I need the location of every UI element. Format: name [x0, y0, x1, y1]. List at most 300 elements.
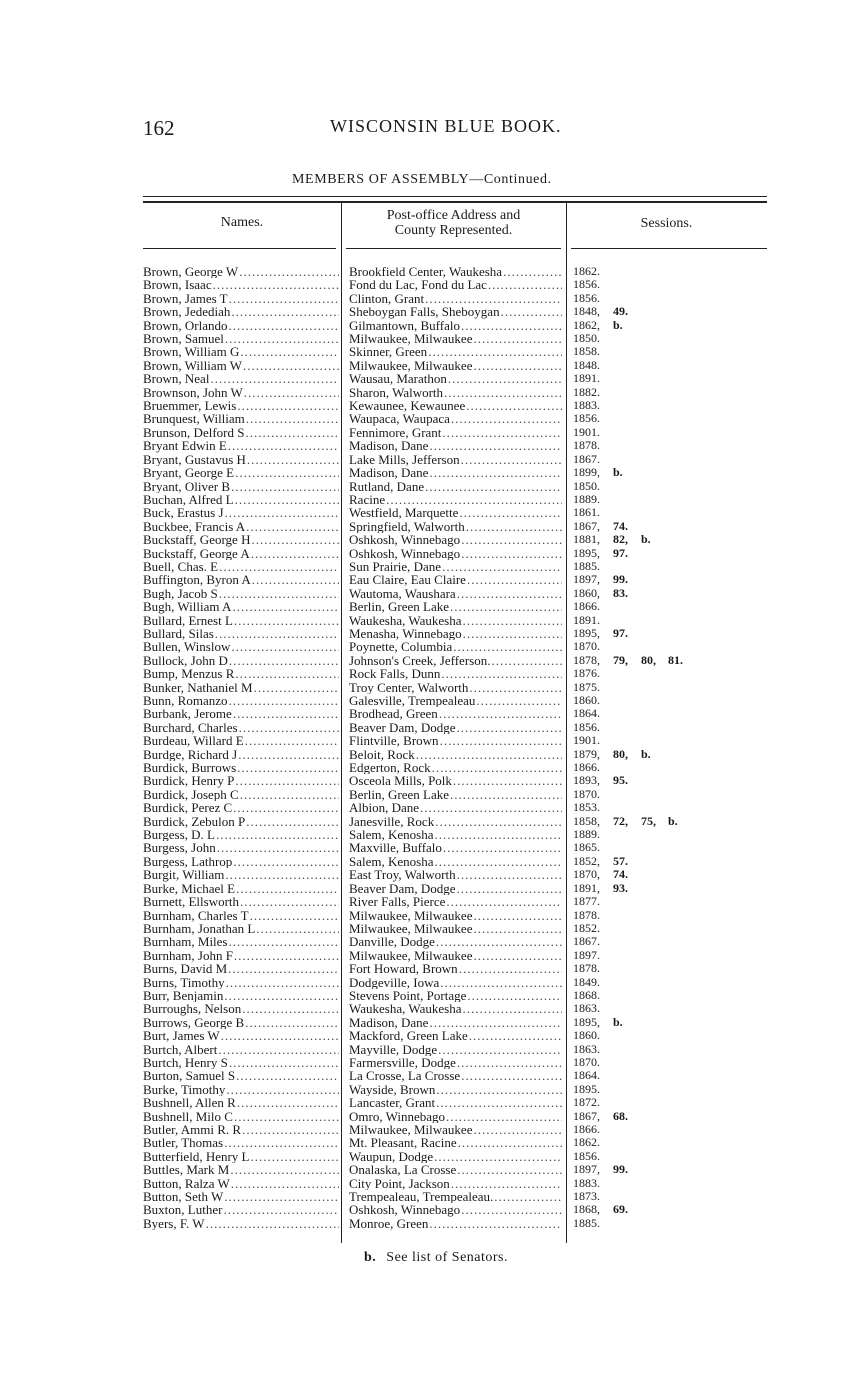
address-cell	[349, 734, 562, 747]
session-year: 95.	[613, 773, 628, 788]
session-year: 1858,	[573, 813, 600, 828]
leader-dots	[216, 828, 339, 841]
sessions-cell	[573, 520, 641, 533]
session-year: 1889.	[573, 827, 600, 842]
session-year: 99.	[613, 572, 628, 587]
member-name: Bryant Edwin E	[143, 439, 227, 453]
member-address: City Point, Jackson	[349, 1176, 450, 1191]
address-cell	[349, 949, 562, 962]
sessions-cell	[573, 868, 641, 881]
leader-dots	[229, 292, 339, 305]
address-cell	[349, 547, 562, 560]
member-name: Brown, Jedediah	[143, 305, 231, 319]
leader-dots	[235, 466, 339, 479]
session-year: b.	[613, 317, 623, 332]
session-year: 1883.	[573, 1175, 600, 1190]
member-address: Madison, Dane	[349, 1015, 429, 1030]
session-year: b.	[641, 746, 651, 761]
leader-dots	[416, 748, 562, 761]
leader-dots	[386, 493, 562, 506]
table-row	[0, 640, 859, 653]
sessions-cell	[573, 801, 613, 814]
sessions-cell	[573, 573, 641, 586]
member-name: Brown, William G	[143, 345, 240, 359]
member-name-cell	[143, 694, 339, 707]
member-address: Janesville, Rock	[349, 814, 435, 829]
address-cell	[349, 614, 562, 627]
member-name-cell	[143, 453, 339, 466]
member-name: Burgess, John	[143, 841, 216, 855]
sessions-cell	[573, 292, 613, 305]
member-name: Burchard, Charles	[143, 720, 238, 735]
session-year: 1891.	[573, 612, 600, 627]
address-cell	[349, 560, 562, 573]
address-cell	[349, 305, 562, 318]
address-cell	[349, 681, 562, 694]
member-name-cell	[143, 1203, 339, 1216]
member-address: Springfield, Walworth	[349, 519, 465, 534]
leader-dots	[448, 372, 562, 385]
sessions-cell	[573, 1163, 641, 1176]
member-name-cell	[143, 1069, 339, 1082]
member-name: Bryant, Oliver B	[143, 479, 231, 493]
member-name-cell	[143, 989, 339, 1002]
member-address: Galesville, Trempealeau	[349, 694, 476, 708]
sessions-cell	[573, 439, 613, 452]
leader-dots	[225, 506, 339, 519]
member-name-cell	[143, 640, 339, 653]
leader-dots	[221, 1029, 339, 1042]
member-address: Sheboygan Falls, Sheboygan	[349, 305, 500, 319]
member-name: Burnham, Jonathan L	[143, 921, 256, 936]
member-name-cell	[143, 506, 339, 519]
member-name-cell	[143, 493, 339, 506]
member-name: Butler, Ammi R. R	[143, 1123, 242, 1137]
session-year: 1879,	[573, 746, 600, 761]
header-bottom-rule	[571, 248, 767, 249]
session-year: 1870.	[573, 1054, 600, 1069]
sessions-cell	[573, 560, 613, 573]
member-address: Monroe, Green	[349, 1216, 429, 1231]
leader-dots	[503, 265, 562, 278]
sessions-cell	[573, 989, 613, 1002]
table-row	[0, 721, 859, 734]
table-row	[0, 1217, 859, 1230]
leader-dots	[224, 1190, 339, 1203]
leader-dots	[251, 547, 339, 560]
address-cell	[349, 278, 562, 291]
member-name: Bushnell, Milo C	[143, 1109, 233, 1123]
session-year: 1901.	[573, 424, 600, 439]
sessions-cell	[573, 399, 613, 412]
session-year: 74.	[613, 867, 628, 882]
member-name: Burke, Timothy	[143, 1082, 226, 1097]
member-name-cell	[143, 480, 339, 493]
leader-dots	[254, 681, 339, 694]
column-header-sessions: Sessions.	[640, 216, 693, 231]
table-row	[0, 1069, 859, 1082]
address-cell	[349, 1016, 562, 1029]
session-year: 1860.	[573, 693, 600, 707]
leader-dots	[252, 573, 339, 586]
address-cell	[349, 533, 562, 546]
leader-dots	[469, 681, 562, 694]
address-cell	[349, 345, 562, 358]
table-row	[0, 788, 859, 801]
member-address: Poynette, Columbia	[349, 640, 453, 654]
member-address: Clinton, Grant	[349, 291, 425, 306]
leader-dots	[473, 949, 562, 962]
address-cell	[349, 600, 562, 613]
member-address: Osceola Mills, Polk	[349, 774, 452, 788]
session-year: 1866.	[573, 1122, 600, 1136]
session-year: 1865.	[573, 840, 600, 855]
member-name: Burns, David M	[143, 962, 228, 976]
leader-dots	[457, 1163, 562, 1176]
sessions-cell	[573, 841, 613, 854]
address-cell	[349, 774, 562, 787]
session-year: 1856.	[573, 719, 600, 734]
leader-dots	[206, 1217, 339, 1230]
member-address: Trempealeau, Trempealeau.	[349, 1190, 494, 1204]
session-year: 1862.	[573, 264, 600, 278]
session-year: 1901.	[573, 733, 600, 748]
header-bottom-rule	[143, 248, 336, 249]
sessions-cell	[573, 976, 613, 989]
table-row	[0, 935, 859, 948]
address-cell	[349, 1002, 562, 1015]
sessions-cell	[573, 962, 613, 975]
leader-dots	[438, 1043, 562, 1056]
member-name: Burtch, Henry S	[143, 1055, 228, 1070]
address-cell	[349, 640, 562, 653]
leader-dots	[429, 439, 562, 452]
leader-dots	[459, 962, 562, 975]
member-name-cell	[143, 734, 339, 747]
session-year: 1863.	[573, 1041, 600, 1056]
member-address: Sun Prairie, Dane	[349, 559, 442, 574]
address-cell	[349, 1123, 562, 1136]
member-address: Milwaukee, Milwaukee	[349, 358, 473, 373]
address-cell	[349, 1150, 562, 1163]
leader-dots	[453, 640, 562, 653]
leader-dots	[224, 1136, 339, 1149]
sessions-cell	[573, 305, 641, 318]
member-address: Milwaukee, Milwaukee	[349, 908, 473, 922]
leader-dots	[235, 493, 339, 506]
leader-dots	[473, 909, 562, 922]
session-year: 1891.	[573, 371, 600, 386]
leader-dots	[473, 332, 562, 345]
leader-dots	[245, 734, 339, 747]
member-name: Byers, F. W	[143, 1216, 205, 1231]
member-name-cell	[143, 1163, 339, 1176]
session-year: 1893,	[573, 773, 600, 788]
table-row	[0, 439, 859, 452]
member-name-cell	[143, 1029, 339, 1042]
table-row	[0, 547, 859, 560]
member-name-cell	[143, 882, 339, 895]
member-name: Burke, Michael E	[143, 881, 236, 896]
session-year: 1870.	[573, 786, 600, 801]
session-year: b.	[641, 532, 651, 547]
leader-dots	[219, 560, 339, 573]
table-row	[0, 1163, 859, 1176]
member-name: Buxton, Luther	[143, 1203, 223, 1217]
session-year: 1876.	[573, 666, 600, 681]
leader-dots	[444, 386, 562, 399]
address-cell	[349, 707, 562, 720]
member-name: Burr, Benjamin	[143, 988, 224, 1003]
member-address: Milwaukee, Milwaukee	[349, 332, 473, 346]
table-row	[0, 1029, 859, 1042]
sessions-cell	[573, 426, 613, 439]
session-year: 1889.	[573, 491, 600, 506]
leader-dots	[226, 976, 339, 989]
leader-dots	[501, 305, 562, 318]
member-address: Flintville, Brown	[349, 734, 439, 748]
member-name: Bullen, Winslow	[143, 640, 231, 654]
address-cell	[349, 1069, 562, 1082]
member-name-cell	[143, 412, 339, 425]
address-cell	[349, 453, 562, 466]
table-row	[0, 520, 859, 533]
member-address: Beloit, Rock	[349, 747, 415, 762]
session-year: 1850.	[573, 478, 600, 493]
table-row	[0, 412, 859, 425]
leader-dots	[247, 453, 339, 466]
address-cell	[349, 292, 562, 305]
address-cell	[349, 1056, 562, 1069]
table-row	[0, 989, 859, 1002]
sessions-cell	[573, 1029, 613, 1042]
session-year: 1866.	[573, 599, 600, 614]
member-address: Beaver Dam, Dodge	[349, 720, 456, 735]
session-year: 1852,	[573, 853, 600, 868]
sessions-cell	[573, 453, 613, 466]
member-address: Berlin, Green Lake	[349, 600, 449, 614]
member-address: Berlin, Green Lake	[349, 787, 449, 802]
session-year: 1870,	[573, 867, 600, 882]
member-name: Bruemmer, Lewis	[143, 399, 237, 413]
session-year: 1873.	[573, 1189, 600, 1204]
member-name-cell	[143, 1096, 339, 1109]
member-name-cell	[143, 345, 339, 358]
table-row	[0, 319, 859, 332]
sessions-cell	[573, 1096, 613, 1109]
leader-dots	[473, 1123, 562, 1136]
session-year: 1885.	[573, 558, 600, 573]
leader-dots	[235, 667, 339, 680]
table-row	[0, 868, 859, 881]
member-name-cell	[143, 265, 339, 278]
leader-dots	[439, 707, 562, 720]
session-year: 1856.	[573, 290, 600, 305]
member-name: Burnett, Ellsworth	[143, 895, 240, 909]
sessions-cell	[573, 922, 613, 935]
leader-dots	[436, 1096, 562, 1109]
leader-dots	[242, 1002, 339, 1015]
leader-dots	[239, 721, 339, 734]
member-name-cell	[143, 1136, 339, 1149]
address-cell	[349, 1190, 562, 1203]
leader-dots	[237, 761, 339, 774]
leader-dots	[461, 1069, 562, 1082]
member-name-cell	[143, 761, 339, 774]
session-year: 1850.	[573, 331, 600, 346]
address-cell	[349, 493, 562, 506]
member-name: Burdick, Zebulon P	[143, 814, 246, 829]
sessions-cell	[573, 587, 641, 600]
sessions-cell	[573, 748, 668, 761]
session-year: 1863.	[573, 1001, 600, 1016]
leader-dots	[457, 587, 562, 600]
member-address: East Troy, Walworth	[349, 868, 456, 882]
table-row	[0, 453, 859, 466]
address-cell	[349, 882, 562, 895]
leader-dots	[256, 922, 339, 935]
session-year: 1877.	[573, 894, 600, 909]
session-year: 1891,	[573, 880, 600, 895]
member-name-cell	[143, 748, 339, 761]
table-row	[0, 841, 859, 854]
address-cell	[349, 788, 562, 801]
leader-dots	[473, 359, 562, 372]
member-name: Burgess, Lathrop	[143, 854, 233, 869]
member-name: Burdick, Joseph C	[143, 787, 239, 802]
table-row	[0, 1043, 859, 1056]
session-year: 1862,	[573, 317, 600, 332]
member-name: Bryant, George E	[143, 466, 235, 480]
member-name-cell	[143, 707, 339, 720]
leader-dots	[457, 882, 563, 895]
member-name-cell	[143, 426, 339, 439]
leader-dots	[491, 654, 562, 667]
session-year: 1858.	[573, 344, 600, 359]
table-row	[0, 305, 859, 318]
session-year: 1875.	[573, 679, 600, 694]
table-row	[0, 761, 859, 774]
member-name-cell	[143, 667, 339, 680]
address-cell	[349, 573, 562, 586]
leader-dots	[234, 1110, 339, 1123]
member-name-cell	[143, 1217, 339, 1230]
leader-dots	[217, 841, 339, 854]
member-name: Buell, Chas. E	[143, 559, 219, 574]
leader-dots	[237, 399, 339, 412]
session-year: 1866.	[573, 760, 600, 775]
sessions-cell	[573, 480, 613, 493]
table-row	[0, 654, 859, 667]
table-row	[0, 1123, 859, 1136]
leader-dots	[488, 278, 562, 291]
table-row	[0, 801, 859, 814]
sessions-cell	[573, 506, 613, 519]
address-cell	[349, 855, 562, 868]
leader-dots	[229, 694, 340, 707]
leader-dots	[446, 895, 562, 908]
member-name: Bugh, William A	[143, 600, 232, 614]
session-year: 1867.	[573, 451, 600, 466]
member-address: Skinner, Green	[349, 345, 428, 359]
member-name-cell	[143, 868, 339, 881]
session-year: 1882.	[573, 384, 600, 399]
member-address: Beaver Dam, Dodge	[349, 881, 456, 896]
member-address: Waukesha, Waukesha	[349, 613, 462, 627]
member-name-cell	[143, 292, 339, 305]
table-row	[0, 386, 859, 399]
session-year: 69.	[613, 1202, 628, 1217]
sessions-cell	[573, 640, 613, 653]
session-year: 1860,	[573, 585, 600, 600]
leader-dots	[234, 614, 339, 627]
member-name-cell	[143, 386, 339, 399]
member-address: Mackford, Green Lake	[349, 1029, 468, 1043]
sessions-cell	[573, 278, 613, 291]
address-cell	[349, 721, 562, 734]
table-row	[0, 1177, 859, 1190]
leader-dots	[243, 359, 339, 372]
address-cell	[349, 506, 562, 519]
address-cell	[349, 1136, 562, 1149]
address-cell	[349, 332, 562, 345]
session-year: 1899,	[573, 465, 600, 480]
member-name-cell	[143, 815, 339, 828]
member-address: Madison, Dane	[349, 439, 429, 453]
leader-dots	[457, 721, 563, 734]
sessions-cell	[573, 707, 613, 720]
sessions-cell	[573, 774, 641, 787]
leader-dots	[469, 1029, 562, 1042]
section-title: MEMBERS OF ASSEMBLY—Continued.	[292, 172, 552, 187]
leader-dots	[246, 520, 339, 533]
sessions-cell	[573, 949, 613, 962]
session-year: 82,	[613, 532, 628, 547]
leader-dots	[434, 1150, 562, 1163]
member-name: Burdick, Perez C	[143, 801, 233, 815]
leader-dots	[436, 935, 562, 948]
sessions-cell	[573, 667, 613, 680]
leader-dots	[236, 882, 339, 895]
member-name: Burroughs, Nelson	[143, 1002, 242, 1016]
leader-dots	[459, 506, 562, 519]
leader-dots	[225, 332, 339, 345]
member-name: Bullock, John D	[143, 653, 228, 668]
member-name-cell	[143, 1150, 339, 1163]
member-name: Burgit, William	[143, 868, 225, 882]
leader-dots	[251, 1150, 340, 1163]
member-name: Burtch, Albert	[143, 1042, 218, 1056]
leader-dots	[467, 573, 562, 586]
member-name: Brunson, Delford S	[143, 425, 245, 440]
sessions-cell	[573, 1177, 613, 1190]
session-year: 1867,	[573, 518, 600, 533]
leader-dots	[441, 667, 562, 680]
address-cell	[349, 1203, 562, 1216]
member-name-cell	[143, 547, 339, 560]
leader-dots	[494, 1190, 562, 1203]
sessions-cell	[573, 788, 613, 801]
address-cell	[349, 895, 562, 908]
sessions-cell	[573, 1069, 613, 1082]
table-row	[0, 707, 859, 720]
table-row	[0, 573, 859, 586]
table-row	[0, 909, 859, 922]
member-name-cell	[143, 935, 339, 948]
leader-dots	[425, 480, 562, 493]
member-address: Madison, Dane	[349, 466, 429, 480]
leader-dots	[420, 801, 562, 814]
